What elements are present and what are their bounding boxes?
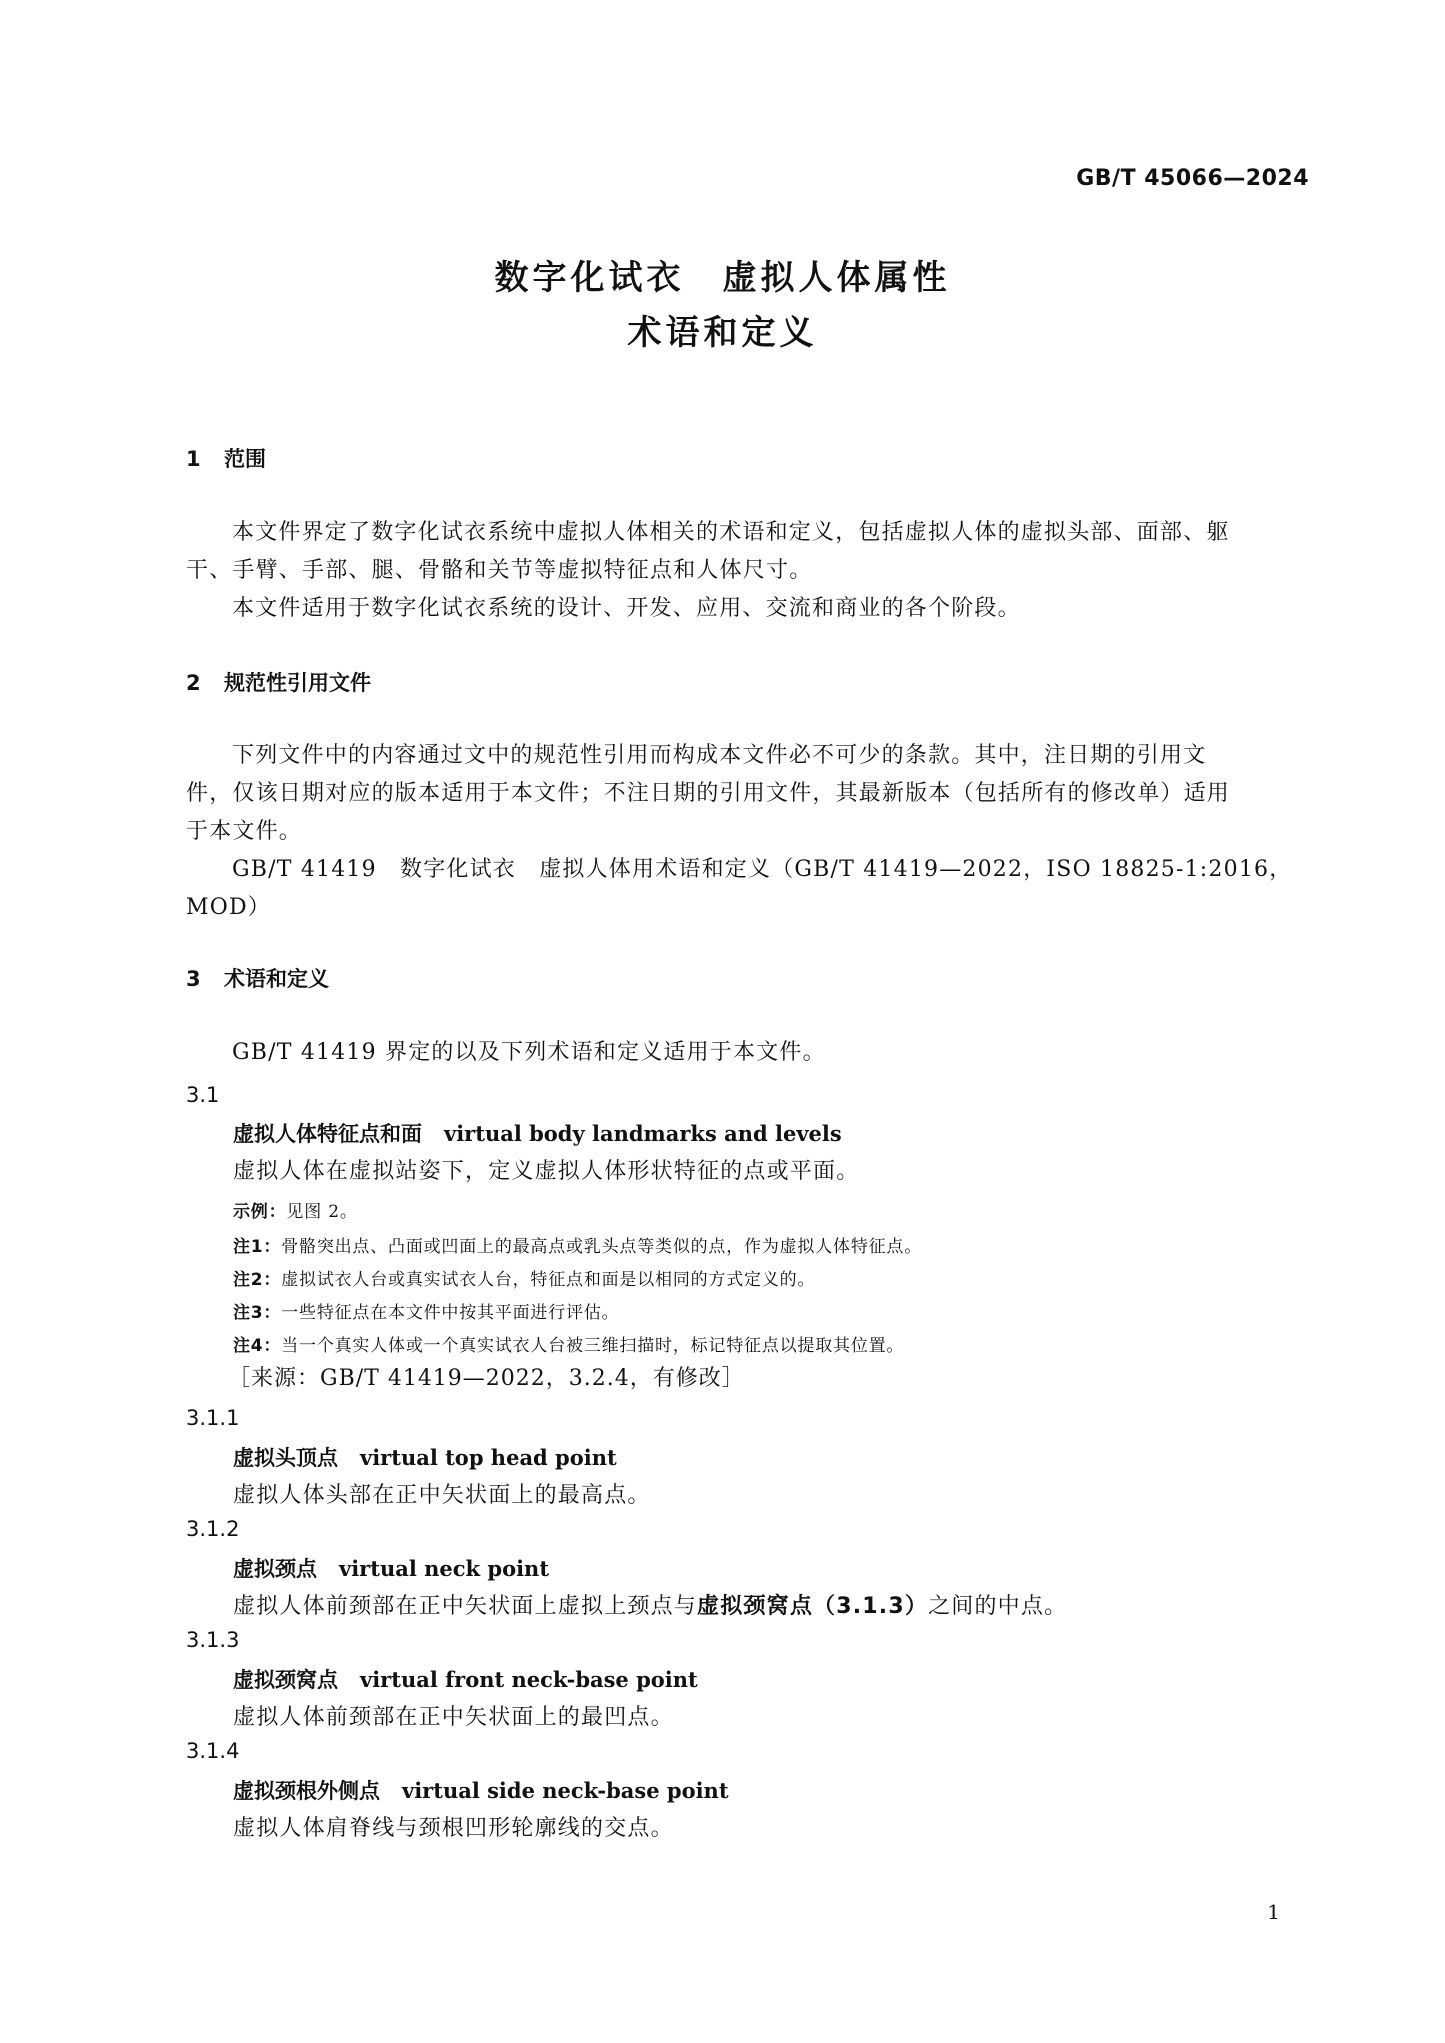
text-segment: 之间的中点。 — [928, 1594, 1068, 1619]
section-2-paragraph-1 — [186, 737, 1310, 851]
page-number: 1 — [1267, 1900, 1280, 1924]
note-label: 注1： — [233, 1237, 282, 1257]
document-title-line1: 数字化试衣 虚拟人体属性 — [494, 258, 951, 298]
term-en: virtual front neck-base point — [360, 1667, 698, 1692]
text-line: 本文件适用于数字化试衣系统的设计、开发、应用、交流和商业的各个阶段。 — [232, 596, 1021, 621]
term-zh: 虚拟颈窝点 — [233, 1668, 338, 1692]
section-1-heading — [186, 443, 266, 473]
section-title: 术语和定义 — [224, 967, 329, 991]
section-title: 规范性引用文件 — [224, 671, 371, 695]
term-definition-3-1-3: 虚拟人体前颈部在正中矢状面上的最凹点。 — [233, 1705, 674, 1730]
term-number-3-1-1: 3.1.1 — [186, 1406, 240, 1430]
term-number-3-1-4: 3.1.4 — [186, 1739, 240, 1763]
example-label: 示例： — [233, 1202, 287, 1222]
section-number: 1 — [186, 447, 201, 471]
section-1-paragraph-2 — [186, 590, 1310, 628]
term-title-3-1-4 — [233, 1775, 729, 1805]
text-line: GB/T 41419 数字化试衣 虚拟人体用术语和定义（GB/T 41419—2022，ISO 18825-1:2016， — [232, 857, 1293, 882]
text-segment: 虚拟人体前颈部在正中矢状面上虚拟上颈点与 — [233, 1594, 698, 1619]
term-en: virtual side neck-base point — [402, 1778, 729, 1803]
term-note-2 — [233, 1265, 815, 1290]
term-definition-3-1: 虚拟人体在虚拟站姿下，定义虚拟人体形状特征的点或平面。 — [233, 1159, 860, 1184]
term-title-3-1 — [233, 1118, 842, 1148]
term-number-3-1-2: 3.1.2 — [186, 1517, 240, 1541]
term-definition-3-1-2 — [233, 1589, 1067, 1620]
term-zh: 虚拟头顶点 — [233, 1446, 338, 1470]
term-definition-3-1-4: 虚拟人体肩脊线与颈根凹形轮廓线的交点。 — [233, 1816, 674, 1841]
section-3-intro — [186, 1034, 1310, 1072]
section-title: 范围 — [224, 447, 266, 471]
term-title-3-1-1 — [233, 1442, 617, 1472]
term-number-3-1-3: 3.1.3 — [186, 1628, 240, 1652]
text-line: 件，仅该日期对应的版本适用于本文件；不注日期的引用文件，其最新版本（包括所有的修改单）适用 — [186, 781, 1231, 806]
section-number: 3 — [186, 967, 201, 991]
term-title-3-1-2 — [233, 1553, 549, 1583]
note-label: 注3： — [233, 1303, 282, 1323]
section-2-heading — [186, 667, 371, 697]
text-line: 本文件界定了数字化试衣系统中虚拟人体相关的术语和定义，包括虚拟人体的虚拟头部、面部、躯 — [232, 520, 1230, 545]
note-text: 一些特征点在本文件中按其平面进行评估。 — [281, 1303, 620, 1323]
term-zh: 虚拟人体特征点和面 — [233, 1122, 422, 1146]
example-text: 见图 2。 — [286, 1202, 358, 1222]
term-definition-3-1-1: 虚拟人体头部在正中矢状面上的最高点。 — [233, 1483, 651, 1508]
section-1-paragraph-1 — [186, 514, 1310, 590]
term-en: virtual body landmarks and levels — [444, 1121, 842, 1146]
text-line: 下列文件中的内容通过文中的规范性引用而构成本文件必不可少的条款。其中，注日期的引用文 — [232, 743, 1207, 768]
document-title-line2: 术语和定义 — [627, 313, 818, 353]
term-en: virtual top head point — [360, 1445, 617, 1470]
section-3-heading — [186, 963, 329, 993]
text-line: GB/T 41419 界定的以及下列术语和定义适用于本文件。 — [232, 1040, 826, 1065]
standard-code: GB/T 45066—2024 — [1076, 166, 1309, 191]
term-title-3-1-3 — [233, 1664, 698, 1694]
note-text: 当一个真实人体或一个真实试衣人台被三维扫描时，标记特征点以提取其位置。 — [281, 1336, 905, 1356]
text-line: 干、手臂、手部、腿、骨骼和关节等虚拟特征点和人体尺寸。 — [186, 558, 813, 583]
text-line: 于本文件。 — [186, 819, 303, 844]
note-label: 注2： — [233, 1270, 282, 1290]
note-label: 注4： — [233, 1336, 282, 1356]
note-text: 骨骼突出点、凸面或凹面上的最高点或乳头点等类似的点，作为虚拟人体特征点。 — [281, 1237, 923, 1257]
normative-reference — [186, 851, 1310, 927]
term-number-3-1: 3.1 — [186, 1083, 220, 1107]
term-cross-reference[interactable]: 虚拟颈窝点（3.1.3） — [697, 1594, 929, 1619]
term-note-1 — [233, 1232, 922, 1257]
text-line: MOD） — [186, 895, 272, 920]
term-note-4 — [233, 1331, 904, 1356]
term-note-3 — [233, 1298, 619, 1323]
term-zh: 虚拟颈点 — [233, 1557, 317, 1581]
term-source-3-1: ［来源：GB/T 41419—2022，3.2.4，有修改］ — [228, 1366, 745, 1391]
note-text: 虚拟试衣人台或真实试衣人台，特征点和面是以相同的方式定义的。 — [281, 1270, 816, 1290]
term-example-3-1 — [233, 1197, 358, 1222]
section-number: 2 — [186, 671, 201, 695]
term-en: virtual neck point — [339, 1556, 550, 1581]
term-zh: 虚拟颈根外侧点 — [233, 1779, 380, 1803]
